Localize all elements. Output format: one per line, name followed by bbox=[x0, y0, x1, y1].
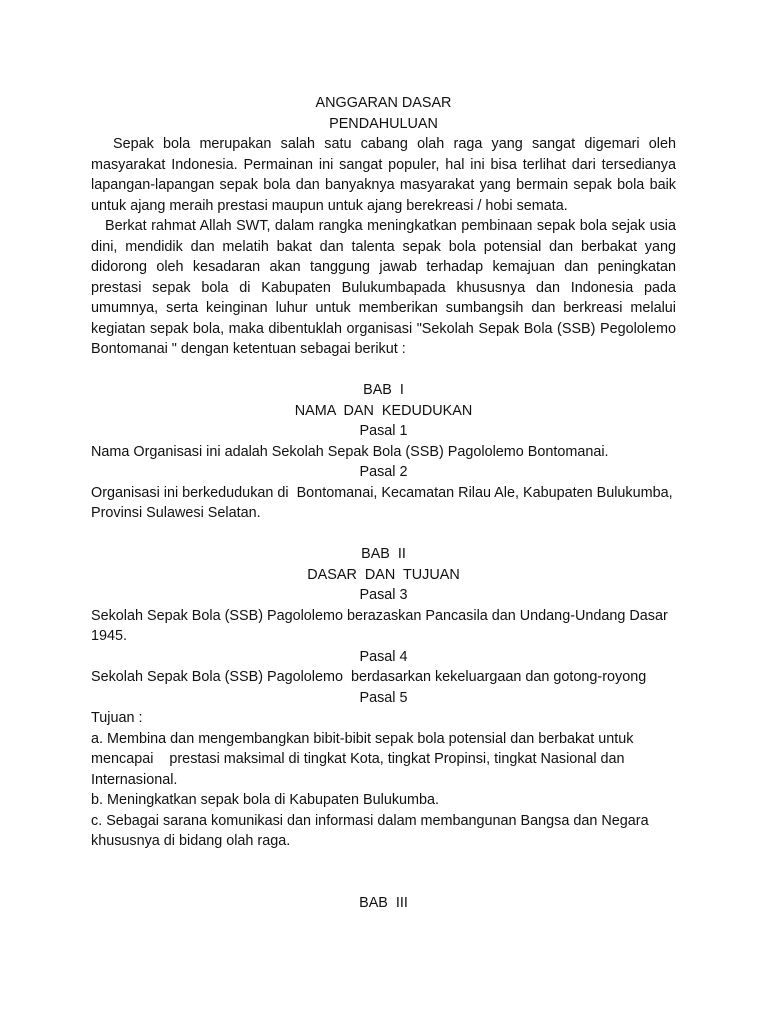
tujuan-label: Tujuan : bbox=[91, 710, 143, 726]
bab-1-title: NAMA DAN KEDUDUKAN bbox=[294, 402, 473, 419]
pasal-3-heading: Pasal 3 bbox=[359, 587, 408, 603]
intro-paragraph-1: Sepak bola merupakan salah satu cabang olah raga yang sangat digemari oleh masyarakat Indonesia. Permainan ini sangat populer, hal ini bisa terlihat dari tersedianya lapangan-lapangan sepak bola dan banyaknya masyarakat yang bermain sepak bola baik untuk ajang meraih prestasi maupun untuk ajang berekreasi / hobi semata. bbox=[91, 136, 676, 214]
tujuan-item-b: b. Meningkatkan sepak bola di Kabupaten Bulukumba. bbox=[91, 792, 440, 808]
intro-paragraph-2: Berkat rahmat Allah SWT, dalam rangka meningkatkan pembinaan sepak bola sejak usia dini, mendidik dan melatih bakat dan talenta sepak bola potensial dan berbakat yang didorong oleh kesadaran akan tanggung jawab terhadap kemajuan dan peningkatan prestasi sepak bola di Kabupaten Bulukumbapada khususnya dan Indonesia pada umumnya, serta keinginan luhur untuk memberikan sumbangsih dan berkreasi melalui kegiatan sepak bola, maka dibentuklah organisasi "Sekolah Sepak Bola (SSB) Pegololemo Bontomanai " dengan ketentuan sebagai berikut : bbox=[91, 218, 676, 357]
pasal-4-text: Sekolah Sepak Bola (SSB) Pagololemo berdasarkan kekeluargaan dan gotong-royong bbox=[91, 669, 647, 685]
spacer bbox=[91, 852, 676, 893]
bab-3-heading: BAB III bbox=[359, 894, 408, 911]
spacer bbox=[91, 360, 676, 381]
tujuan-item-c: c. Sebagai sarana komunikasi dan informasi dalam membangunan Bangsa dan Negara khususnya di bidang olah raga. bbox=[91, 812, 649, 849]
pasal-4-heading: Pasal 4 bbox=[359, 648, 408, 665]
bab-1-heading: BAB I bbox=[363, 382, 404, 398]
tujuan-item-a: a. Membina dan mengembangkan bibit-bibit sepak bola potensial dan berbakat untuk mencapai prestasi maksimal di tingkat Kota, tingkat Propinsi, tingkat Nasional dan Internasional. bbox=[91, 730, 638, 788]
bab-2-heading: BAB II bbox=[361, 546, 406, 562]
pasal-3-text: Sekolah Sepak Bola (SSB) Pagololemo berazaskan Pancasila dan Undang-Undang Dasar 1945. bbox=[91, 607, 668, 644]
bab-2-title: DASAR DAN TUJUAN bbox=[307, 566, 460, 583]
pasal-1-heading: Pasal 1 bbox=[359, 423, 408, 439]
pasal-5-heading: Pasal 5 bbox=[359, 689, 408, 706]
pasal-2-text: Organisasi ini berkedudukan di Bontomanai, Kecamatan Rilau Ale, Kabupaten Bulukumba, Provinsi Sulawesi Selatan. bbox=[91, 484, 677, 521]
section-title-pendahuluan: PENDAHULUAN bbox=[329, 115, 438, 132]
document-title: ANGGARAN DASAR bbox=[315, 95, 452, 111]
spacer bbox=[91, 524, 676, 545]
pasal-1-text: Nama Organisasi ini adalah Sekolah Sepak Bola (SSB) Pagololemo Bontomanai. bbox=[91, 443, 609, 460]
pasal-2-heading: Pasal 2 bbox=[359, 464, 408, 480]
document-body bbox=[91, 93, 676, 913]
